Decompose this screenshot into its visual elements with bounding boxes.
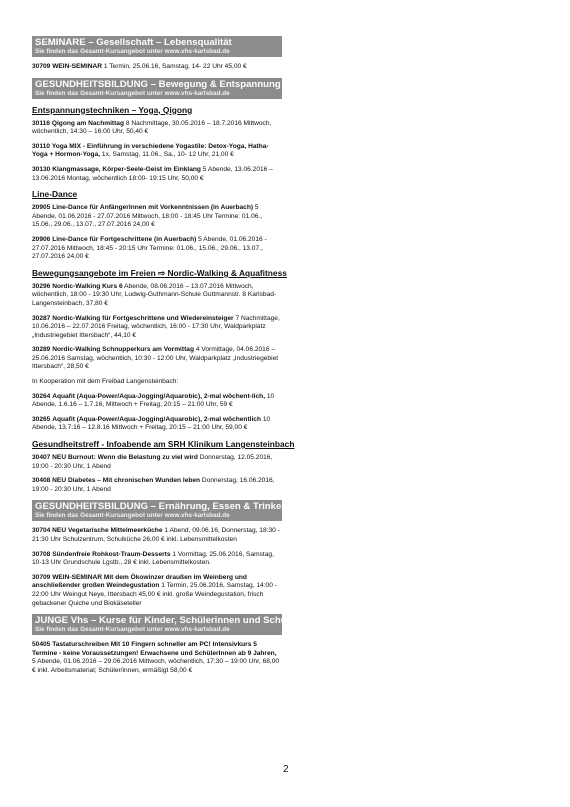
course-code: 30265 (32, 415, 51, 423)
course-code: 20906 (32, 235, 51, 243)
course-title: Aquafit (Aqua-Power/Aqua-Jogging/Aquarobic), 2-mal wöchentlich (52, 415, 261, 423)
section-band (32, 500, 288, 521)
course-title: Burnout: Wenn die Belastung zu viel wird (67, 454, 198, 462)
course-title: WEIN-SEMINAR Mit dem Ökowinzer draußen im Weinberg und anschließender großen Weindegustation (32, 573, 247, 590)
course-entry (32, 551, 282, 568)
section-band (32, 614, 299, 635)
note-text: In Kooperation mit dem Freibad Langensteinbach: (32, 378, 179, 386)
course-code: 30264 (32, 392, 51, 400)
course-details: 8 Nachmittage, 30.05.2016 – 18.7.2016 Mittwoch, wöchentlich, 14:30 – 16:00 Uhr, 50,40 € (32, 119, 272, 136)
subsection-heading: Bewegungsangebote im Freien ⇨ Nordic-Walking & Aquafitness (32, 267, 287, 278)
section-title: SEMINARE – Gesellschaft – Lebensqualität (35, 37, 232, 48)
course-entry (32, 527, 282, 544)
subsection-heading: Entspannungstechniken – Yoga, Qigong (32, 104, 193, 115)
course-details: 1 Vormittag, 25.06.2016, Samstag, 10-13 Uhr Grundschule Lgstb., 28 € inkl. Lebensmittelkosten. (32, 550, 274, 567)
subsection-heading: Line-Dance (32, 189, 78, 200)
course-code: 30408 NEU (32, 477, 67, 485)
course-code: 30296 (32, 282, 51, 290)
course-details: Donnerstag, 12.05.2016, 19:00 - 20:30 Uhr, 1 Abend (32, 454, 273, 470)
course-entry (32, 236, 282, 262)
course-entry (32, 641, 282, 675)
course-entry (32, 346, 282, 372)
course-title: Aquafit (Aqua-Power/Aqua-Jogging/Aquarobic), 2-mal wöchent-lich, (52, 392, 266, 400)
section-subtitle: Sie finden das Gesamt-Kursangebot unter www.vhs-karlsbad.de (35, 512, 230, 520)
course-code: 30116 (32, 119, 50, 127)
course-entry (32, 120, 282, 137)
course-title: Diabetes – Mit chronischen Wunden leben (67, 477, 201, 485)
course-details: 5 Abende, 01.06.2016 - 27.07.2016 Mittwoch, 18:00 - 18:45 Uhr Termine: 01.06., 15.06., 29.06., 13.07., 27.07.2016 24,00 € (32, 204, 263, 229)
course-title: Nordic-Walking für Fortgeschrittene und Wiedereinsteiger (52, 314, 234, 322)
course-code: 30709 (32, 63, 51, 70)
course-entry (32, 393, 282, 410)
course-title: Qigong am Nachmittag (51, 119, 124, 127)
section-subtitle: Sie finden das Gesamt-Kursangebot unter www.vhs-karlsbad.de (35, 626, 230, 634)
course-details: 5 Abende, 13.06.2016 – 13.06.2016 Montag, wöchentlich 18:00- 19:15 Uhr, 50,00 € (32, 165, 273, 182)
course-code: 30708 (32, 550, 51, 558)
course-code: 30110 (32, 142, 50, 150)
course-entry (32, 63, 282, 72)
course-entry (32, 204, 282, 230)
course-code: 30407 NEU (32, 454, 67, 462)
course-title: Nordic-Walking Kurs 6 (52, 282, 123, 290)
course-title: Nordic-Walking Schnupperkurs am Vormittag (52, 346, 194, 354)
course-entry (32, 574, 282, 608)
course-entry (32, 477, 282, 494)
course-title: Line-Dance für AnfängerInnen mit Vorkenntnissen (in Auerbach) (52, 204, 254, 212)
course-entry (32, 143, 282, 160)
course-details: 4 Vormittage, 04.06.2016 – 25.06.2016 Samstag, wöchentlich, 10:30 - 12:00 Uhr, Waldparkplatz „Industriegebiet Ittersbach“, 28,50 € (32, 346, 279, 371)
course-code: 30709 (32, 573, 51, 581)
section-band (32, 78, 282, 99)
course-title: Yoga MIX - Einführung in verschiedene Yogastile: Detox-Yoga, Hatha-Yoga + Hormon-Yoga, (32, 142, 269, 159)
course-title: WEIN-SEMINAR (52, 63, 103, 70)
course-code: 30289 (32, 346, 51, 354)
course-details: 7 Nachmittage, 10.06.2016 – 22.07.2016 Freitag, wöchentlich, 16:00 - 17:30 Uhr, Waldparkplatz „Industriegebiet Ittersbach“, 44,10 € (32, 314, 280, 339)
course-details: Abende, 08.06.2016 – 13.07.2016 Mittwoch, wöchentlich, 18:00 - 19:30 Uhr, Ludwig-Guthmann-Schule Guttmannstr. 8 Karlsbad-Langensteinbach, 37,80 € (32, 282, 277, 307)
course-details: 5 Abende, 01.06.2016 – 29.06.2016 Mittwoch, wöchentlich, 17:30 – 19:00 Uhr, 68,00 € inkl. Arbeitsmaterial; Schüler/innen, ermäßigt 58,00 € (32, 658, 280, 674)
course-details: 10 Abende, 1.6.16 – 1.7.16, Mittwoch + Freitag, 20:15 – 21:00 Uhr, 59 € (32, 392, 275, 409)
section-title: GESUNDHEITSBILDUNG – Ernährung, Essen & Trinken (35, 501, 288, 513)
course-details: 10 Abende, 13.7.16 – 12.8.16 Mittwoch + Freitag, 20:15 – 21:00 Uhr, 59,00 € (32, 415, 271, 432)
section-title: JUNGE Vhs – Kurse für Kinder, Schülerinnen und Schüler (35, 615, 299, 627)
course-code: 30130 (32, 165, 51, 173)
section-title: GESUNDHEITSBILDUNG – Bewegung & Entspannung (35, 78, 281, 90)
course-code: 30704 NEU (32, 527, 67, 535)
section-subtitle: Sie finden das Gesamt-Kursangebot unter www.vhs-karlsbad.de (35, 48, 230, 55)
course-entry (32, 315, 282, 341)
course-entry (32, 166, 282, 183)
course-title: Vegetarische Mittelmeerküche (67, 527, 163, 535)
course-title: Klangmassage, Körper-Seele-Geist im Einklang (52, 165, 201, 173)
course-details: 1 Termin, 25.06.2016, Samstag, 14:00 - 22:00 Uhr Weingut Neye, Ittersbach 45,00 € inkl. große Weindegustation, frisch gebackener Quiche und Biokäseteller (32, 582, 277, 607)
page-number: 2 (283, 764, 289, 775)
course-details: 1 Abend, 09.06.16, Donnerstag, 18:30 - 21:30 Uhr Schulzentrum, Schulküche 26,00 € inkl. Lebensmittelkosten (32, 527, 280, 543)
course-title: Line-Dance für Fortgeschrittene (in Auerbach) (52, 235, 197, 243)
course-entry (32, 283, 282, 309)
course-entry (32, 416, 282, 433)
subsection-heading: Gesundheitstreff - Infoabende am SRH Klinikum Langensteinbach (32, 439, 295, 450)
document-page (32, 36, 299, 682)
course-entry (32, 454, 282, 471)
section-subtitle: Sie finden das Gesamt-Kursangebot unter www.vhs-karlsbad.de (35, 89, 230, 97)
course-title: Tastaturschreiben Mit 10 Fingern schneller am PC! Intensivkurs 5 Termine - keine Voraussetzungen! Erwachsene und SchülerInnen ab 9 Jahren, (32, 641, 277, 657)
course-code: 50405 (32, 641, 51, 649)
course-details: 5 Abende, 01.06.2016 - 27.07.2016 Mittwoch, 18:45 - 20:15 Uhr Termine: 01.06., 15.06., 29.06., 13.07., 27.07.2016 24,00 € (32, 235, 267, 261)
section-band (32, 36, 282, 57)
course-title: Sündenfreie Rohkost-Traum-Desserts (52, 550, 171, 558)
course-details: Donnerstag, 16.06.2016, 19:00 - 20:30 Uhr, 1 Abend (32, 477, 275, 493)
course-code: 20905 (32, 204, 51, 212)
course-details: 1 Termin, 25.06.16, Samstag, 14- 22 Uhr 45,00 € (102, 63, 247, 70)
course-code: 30287 (32, 314, 51, 322)
course-details: 1x, Samstag, 11.06., Sa., 10- 12 Uhr, 21,00 € (100, 151, 234, 159)
